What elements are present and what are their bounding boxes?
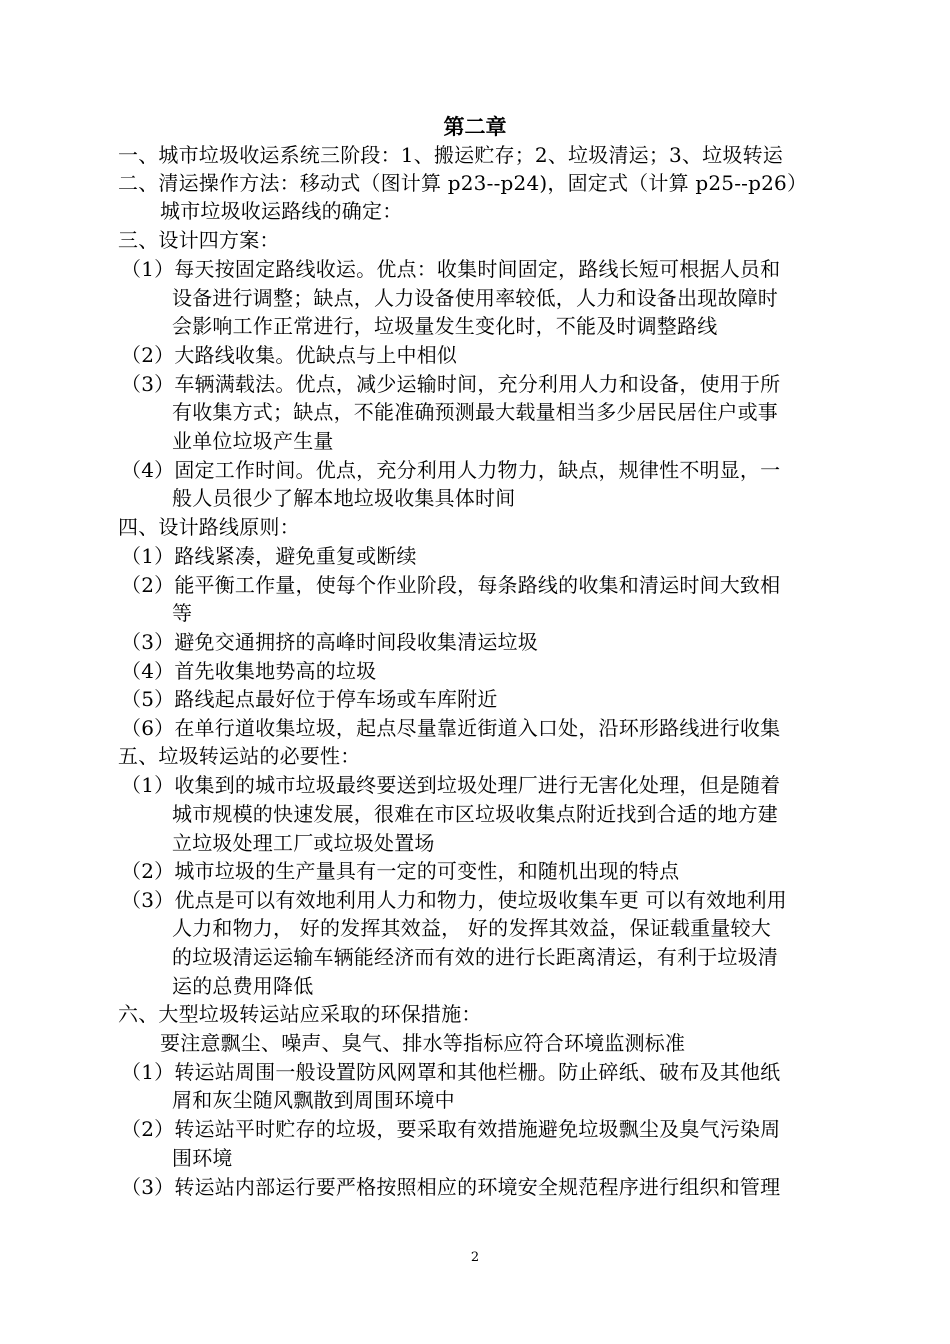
chapter-title: 第二章 [443, 114, 507, 139]
page-number: 2 [470, 1250, 480, 1265]
text-line: 的垃圾清运运输车辆能经济而有效的进行长距离清运，有利于垃圾清 [172, 945, 778, 969]
text-line: （3）转运站内部运行要严格按照相应的环境安全规范程序进行组织和管理 [121, 1175, 781, 1199]
text-line: 屑和灰尘随风飘散到周围环境中 [172, 1088, 455, 1112]
text-line: （3）避免交通拥挤的高峰时间段收集清运垃圾 [121, 630, 538, 654]
text-line: （3）优点是可以有效地利用人力和物力，使垃圾收集车更 可以有效地利用 [121, 888, 787, 912]
text-line: （2）能平衡工作量，使每个作业阶段，每条路线的收集和清运时间大致相 [121, 573, 781, 597]
text-line: 业单位垃圾产生量 [172, 429, 334, 453]
text-line: 一、城市垃圾收运系统三阶段：1、搬运贮存；2、垃圾清运；3、垃圾转运 [118, 143, 783, 167]
text-line: （6）在单行道收集垃圾，起点尽量靠近街道入口处，沿环形路线进行收集 [121, 716, 781, 740]
text-line: （1）转运站周围一般设置防风网罩和其他栏栅。防止碎纸、破布及其他纸 [121, 1060, 781, 1084]
text-line: （4）固定工作时间。优点，充分利用人力物力，缺点，规律性不明显，一 [121, 458, 781, 482]
text-line: 立垃圾处理工厂或垃圾处置场 [172, 831, 435, 855]
text-line: 要注意飘尘、噪声、臭气、排水等指标应符合环境监测标准 [160, 1031, 686, 1055]
text-line: 等 [172, 601, 193, 625]
text-line: （5）路线起点最好位于停车场或车库附近 [121, 687, 498, 711]
text-line: （2）城市垃圾的生产量具有一定的可变性，和随机出现的特点 [121, 859, 680, 883]
text-line: 城市垃圾收运路线的确定： [160, 199, 403, 223]
text-line: （2）大路线收集。优缺点与上中相似 [121, 343, 458, 367]
text-line: 运的总费用降低 [172, 974, 314, 998]
text-line: （4）首先收集地势高的垃圾 [121, 659, 377, 683]
text-line: 般人员很少了解本地垃圾收集具体时间 [172, 486, 516, 510]
text-line: 三、设计四方案： [118, 228, 280, 252]
text-line: 五、垃圾转运站的必要性： [118, 744, 361, 768]
text-line: 围环境 [172, 1146, 233, 1170]
text-line: （1）每天按固定路线收运。优点：收集时间固定，路线长短可根据人员和 [121, 257, 781, 281]
text-line: 二、清运操作方法：移动式（图计算 p23--p24)，固定式（计算 p25--p26） [118, 171, 808, 195]
text-line: 人力和物力， 好的发挥其效益， 好的发挥其效益，保证载重量较大 [172, 916, 771, 940]
text-line: （1）收集到的城市垃圾最终要送到垃圾处理厂进行无害化处理，但是随着 [121, 773, 781, 797]
text-line: 会影响工作正常进行，垃圾量发生变化时，不能及时调整路线 [172, 314, 718, 338]
text-line: 四、设计路线原则： [118, 515, 300, 539]
text-line: 六、大型垃圾转运站应采取的环保措施： [118, 1002, 482, 1026]
text-line: 有收集方式；缺点，不能准确预测最大载量相当多少居民居住户或事 [172, 400, 778, 424]
text-line: 设备进行调整；缺点，人力设备使用率较低，人力和设备出现故障时 [172, 286, 778, 310]
text-line: （3）车辆满载法。优点，减少运输时间，充分利用人力和设备，使用于所 [121, 372, 781, 396]
text-line: 城市规模的快速发展，很难在市区垃圾收集点附近找到合适的地方建 [172, 802, 778, 826]
text-line: （1）路线紧凑，避免重复或断续 [121, 544, 417, 568]
text-line: （2）转运站平时贮存的垃圾，要采取有效措施避免垃圾飘尘及臭气污染周 [121, 1117, 781, 1141]
